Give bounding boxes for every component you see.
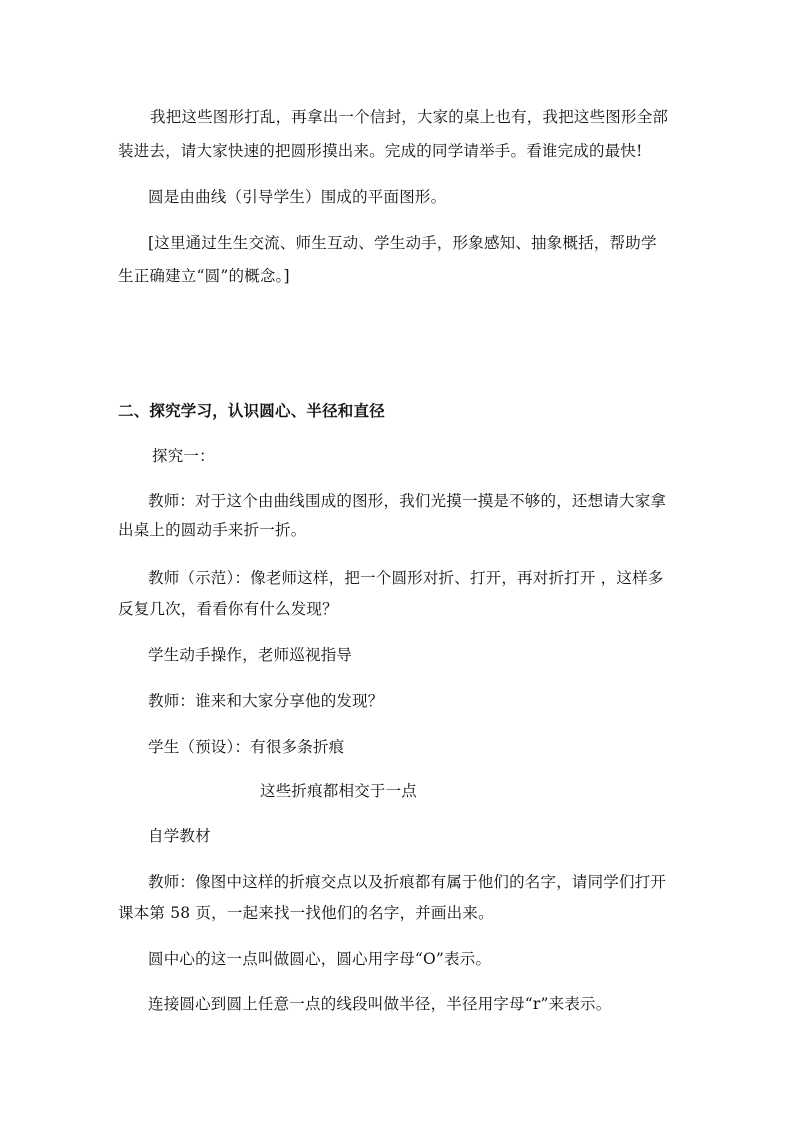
paragraph-line: 教师：像图中这样的折痕交点以及折痕都有属于他们的名字，请同学们打开: [148, 873, 667, 891]
section-heading: 二、探究学习，认识圆心、半径和直径: [118, 401, 385, 420]
paragraph-line: 自学教材: [148, 827, 211, 845]
paragraph-line: 出桌上的圆动手来折一折。: [118, 521, 307, 539]
paragraph-line: [这里通过生生交流、师生互动、学生动手，形象感知、抽象概括，帮助学: [148, 234, 657, 252]
paragraph-line: 教师：谁来和大家分享他的发现？: [148, 692, 384, 710]
paragraph-line: 连接圆心到圆上任意一点的线段叫做半径，半径用字母“r”来表示。: [148, 995, 612, 1013]
paragraph-line: 反复几次，看看你有什么发现？: [118, 600, 338, 618]
paragraph-line: 这些折痕都相交于一点: [260, 782, 418, 800]
paragraph-line: 圆是由曲线（引导学生）围成的平面图形。: [148, 188, 447, 206]
paragraph-line: 圆中心的这一点叫做圆心，圆心用字母“O”表示。: [148, 950, 492, 968]
paragraph-line: 教师（示范）：像老师这样，把一个圆形对折、打开，再对折打开 ，这样多: [148, 569, 664, 587]
paragraph-line: 我把这些图形打乱，再拿出一个信封，大家的桌上也有，我把这些图形全部: [150, 108, 669, 126]
paragraph-line: 教师：对于这个由曲线围成的图形，我们光摸一摸是不够的，还想请大家拿: [148, 492, 667, 510]
paragraph-line: 学生动手操作，老师巡视指导: [148, 646, 353, 664]
explore-label: 探究一：: [152, 447, 215, 465]
paragraph-line: 生正确建立“圆”的概念。]: [118, 267, 290, 285]
paragraph-line: 装进去，请大家快速的把圆形摸出来。完成的同学请举手。看谁完成的最快!: [118, 142, 643, 160]
paragraph-line: 学生（预设）：有很多条折痕: [148, 738, 345, 756]
paragraph-line: 课本第 58 页，一起来找一找他们的名字，并画出来。: [118, 904, 494, 922]
